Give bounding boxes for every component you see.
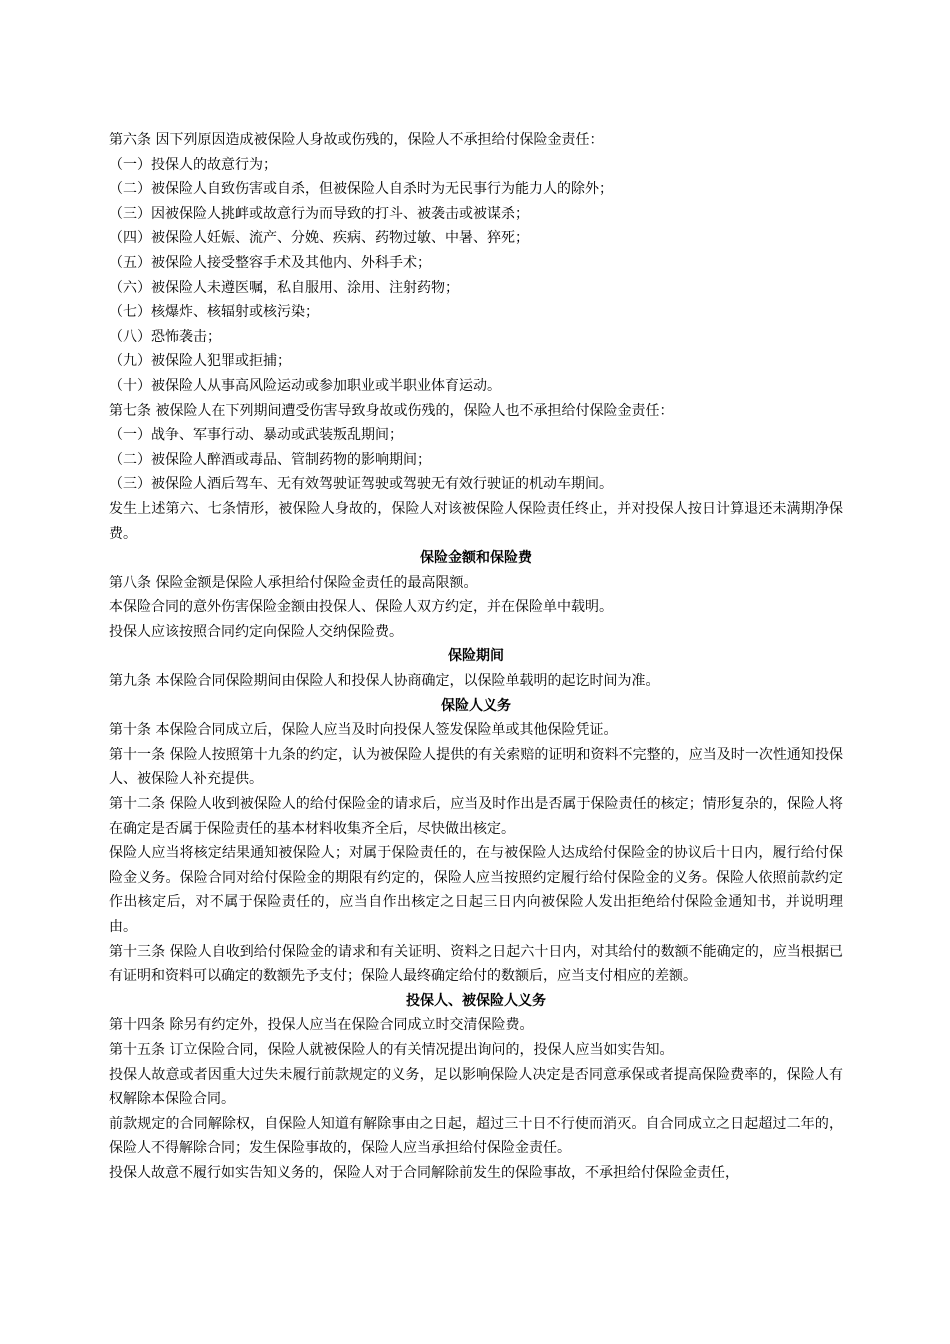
article-6-item: （六）被保险人未遵医嘱，私自服用、涂用、注射药物； [109, 279, 459, 296]
article-6-item: （七）核爆炸、核辐射或核污染； [109, 304, 319, 321]
article-8: 第八条 保险金额是保险人承担给付保险金责任的最高限额。 [109, 574, 478, 591]
article-6-item: （二）被保险人自致伤害或自杀，但被保险人自杀时为无民事行为能力人的除外； [109, 181, 613, 198]
article-7-item: （二）被保险人醉酒或毒品、管制药物的影响期间； [109, 451, 431, 468]
section-heading-policyholder-duties: 投保人、被保险人义务 [406, 992, 546, 1009]
document-body [109, 128, 843, 1186]
article-6-item: （五）被保险人接受整容手术及其他内、外科手术； [109, 254, 431, 271]
paragraph: 投保人应该按照合同约定向保险人交纳保险费。 [109, 623, 403, 640]
paragraph: 保险人应当将核定结果通知被保险人；对属于保险责任的，在与被保险人达成给付保险金的协议后十日内，履行给付保险金义务。保险合同对给付保险金的期限有约定的，保险人应当按照约定履行给付保险金的义务。保险人依照前款约定作出核定后，对不属于保险责任的，应当自作出核定之日起三日内向被保险人发出拒绝给付保险金通知书，并说明理由。 [109, 845, 843, 935]
section-heading-insurer-duties: 保险人义务 [441, 697, 511, 714]
article-6-title: 第六条 因下列原因造成被保险人身故或伤残的，保险人不承担给付保险金责任： [109, 132, 604, 148]
article-6-item: （三）因被保险人挑衅或故意行为而导致的打斗、被袭击或被谋杀； [109, 205, 529, 222]
article-7-title: 第七条 被保险人在下列期间遭受伤害导致身故或伤残的，保险人也不承担给付保险金责任： [109, 402, 674, 419]
paragraph: 投保人故意不履行如实告知义务的，保险人对于合同解除前发生的保险事故，不承担给付保险金责任， [109, 1164, 739, 1181]
article-6-item: （八）恐怖袭击； [109, 328, 221, 345]
article-6-item: （一）投保人的故意行为； [109, 156, 277, 173]
article-14: 第十四条 除另有约定外，投保人应当在保险合同成立时交清保险费。 [109, 1017, 534, 1034]
article-15: 第十五条 订立保险合同，保险人就被保险人的有关情况提出询问的，投保人应当如实告知。 [109, 1041, 674, 1058]
article-7-item: （一）战争、军事行动、暴动或武装叛乱期间； [109, 427, 403, 444]
article-6-item: （九）被保险人犯罪或拒捕； [109, 353, 291, 370]
article-6-item: （四）被保险人妊娠、流产、分娩、疾病、药物过敏、中暑、猝死； [109, 230, 529, 247]
paragraph: 投保人故意或者因重大过失未履行前款规定的义务，足以影响保险人决定是否同意承保或者提高保险费率的，保险人有权解除本保险合同。 [109, 1066, 843, 1108]
section-heading-amount: 保险金额和保险费 [420, 550, 532, 567]
article-7-item: （三）被保险人酒后驾车、无有效驾驶证驾驶或驾驶无有效行驶证的机动车期间。 [109, 476, 613, 493]
article-7-note: 发生上述第六、七条情形，被保险人身故的，保险人对该被保险人保险责任终止，并对投保人按日计算退还未满期净保费。 [109, 500, 843, 542]
article-9: 第九条 本保险合同保险期间由保险人和投保人协商确定，以保险单载明的起讫时间为准。 [109, 673, 660, 690]
article-11: 第十一条 保险人按照第十九条的约定，认为被保险人提供的有关索赔的证明和资料不完整的，应当及时一次性通知投保人、被保险人补充提供。 [109, 746, 843, 788]
article-13: 第十三条 保险人自收到给付保险金的请求和有关证明、资料之日起六十日内，对其给付的数额不能确定的，应当根据已有证明和资料可以确定的数额先予支付；保险人最终确定给付的数额后，应当支付相应的差额。 [109, 943, 843, 985]
article-6-item: （十）被保险人从事高风险运动或参加职业或半职业体育运动。 [109, 377, 501, 394]
article-10: 第十条 本保险合同成立后，保险人应当及时向投保人签发保险单或其他保险凭证。 [109, 722, 618, 739]
paragraph: 前款规定的合同解除权，自保险人知道有解除事由之日起，超过三十日不行使而消灭。自合同成立之日起超过二年的，保险人不得解除合同；发生保险事故的，保险人应当承担给付保险金责任。 [109, 1115, 843, 1157]
article-12: 第十二条 保险人收到被保险人的给付保险金的请求后，应当及时作出是否属于保险责任的核定；情形复杂的，保险人将在确定是否属于保险责任的基本材料收集齐全后，尽快做出核定。 [109, 796, 843, 837]
paragraph: 本保险合同的意外伤害保险金额由投保人、保险人双方约定，并在保险单中载明。 [109, 599, 613, 616]
section-heading-period: 保险期间 [448, 648, 504, 665]
